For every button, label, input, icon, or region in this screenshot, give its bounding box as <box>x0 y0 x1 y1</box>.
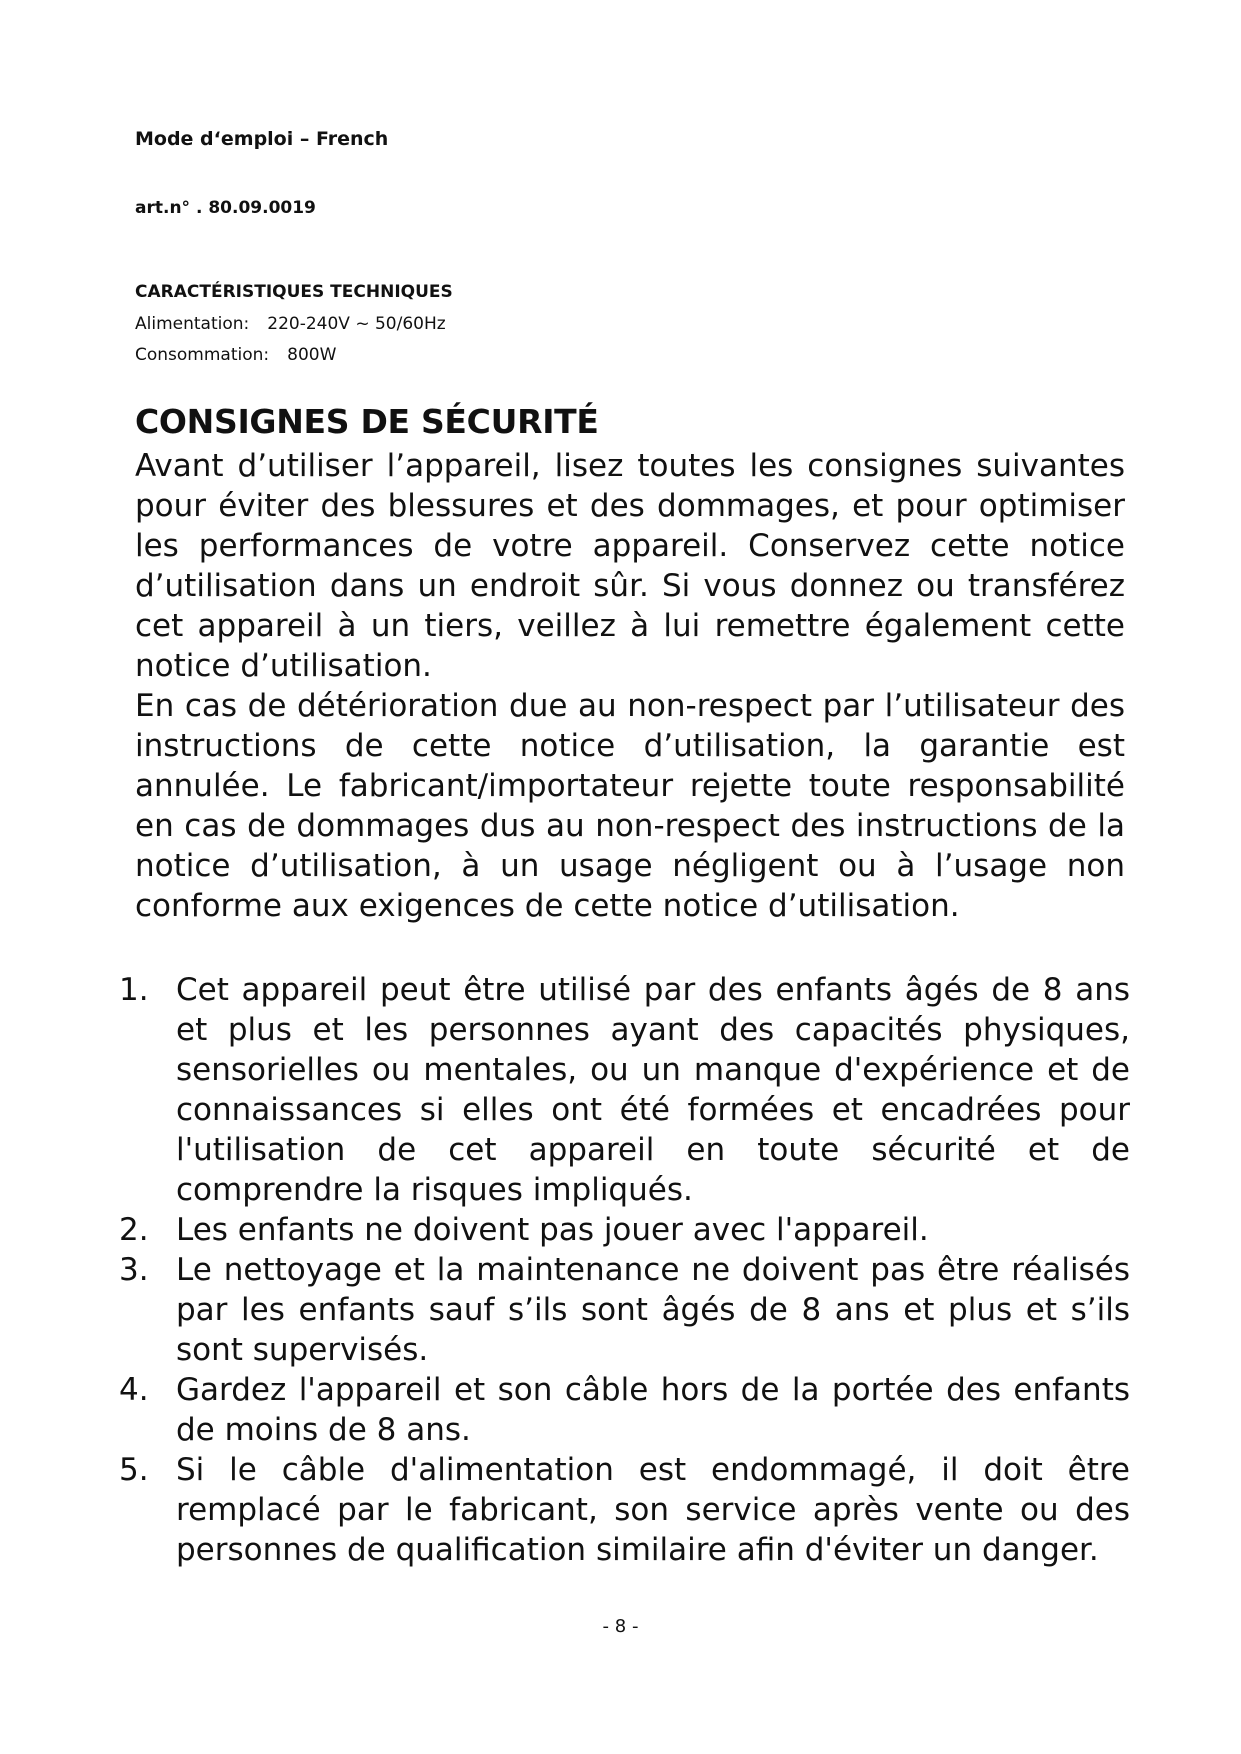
document-mode-label: Mode d‘emploi – French <box>135 128 389 150</box>
safety-intro-paragraph: Avant d’utiliser l’appareil, lisez toutes les consignes suivantes pour éviter des blessures et des dommages, et pour optimiser les performances de votre appareil. Conservez cette notice d’utilisation dans un endroit sûr. Si vous donnez ou transférez cet appareil à un tiers, veillez à lui remettre également cette notice d’utilisation. <box>135 448 1125 684</box>
spec-label: Consommation: <box>135 345 270 365</box>
spec-row-power <box>135 314 446 334</box>
spec-label: Alimentation: <box>135 314 250 334</box>
list-item <box>110 1450 1130 1570</box>
spec-value: 800W <box>287 345 337 365</box>
item-number: 1. <box>119 972 149 1008</box>
spec-value: 220-240V ~ 50/60Hz <box>267 314 446 334</box>
warranty-paragraph: En cas de détérioration due au non-respect par l’utilisateur des instructions de cette notice d’utilisation, la garantie est annulée. Le fabricant/importateur rejette toute responsabilité en cas de dommages dus au non-respect des instructions de la notice d’utilisation, à un usage négligent ou à l’usage non conforme aux exigences de cette notice d’utilisation. <box>135 688 1125 924</box>
item-text: Les enfants ne doivent pas jouer avec l'appareil. <box>176 1212 929 1248</box>
safety-instructions-list <box>110 970 1130 1570</box>
list-item <box>110 1250 1130 1370</box>
page-number: - 8 - <box>602 1616 639 1637</box>
item-text: Gardez l'appareil et son câble hors de la portée des enfants de moins de 8 ans. <box>176 1372 1130 1448</box>
list-item <box>110 1210 1130 1250</box>
list-item <box>110 970 1130 1210</box>
item-number: 2. <box>119 1212 149 1248</box>
item-number: 4. <box>119 1372 149 1408</box>
article-number: art.n° . 80.09.0019 <box>135 198 316 218</box>
item-number: 5. <box>119 1452 149 1488</box>
spec-row-consumption <box>135 345 336 365</box>
item-text: Si le câble d'alimentation est endommagé, il doit être remplacé par le fabricant, son service après vente ou des personnes de qualification similaire afin d'éviter un danger. <box>176 1452 1130 1568</box>
specs-title: CARACTÉRISTIQUES TECHNIQUES <box>135 282 453 302</box>
list-item <box>110 1370 1130 1450</box>
item-text: Cet appareil peut être utilisé par des enfants âgés de 8 ans et plus et les personnes ayant des capacités physiques, sensorielles ou mentales, ou un manque d'expérience et de connaissances si elles ont été formées et encadrées pour l'utilisation de cet appareil en toute sécurité et de comprendre la risques impliqués. <box>176 972 1130 1208</box>
item-number: 3. <box>119 1252 149 1288</box>
safety-heading: CONSIGNES DE SÉCURITÉ <box>135 402 599 441</box>
item-text: Le nettoyage et la maintenance ne doivent pas être réalisés par les enfants sauf s’ils sont âgés de 8 ans et plus et s’ils sont supervisés. <box>176 1252 1130 1368</box>
